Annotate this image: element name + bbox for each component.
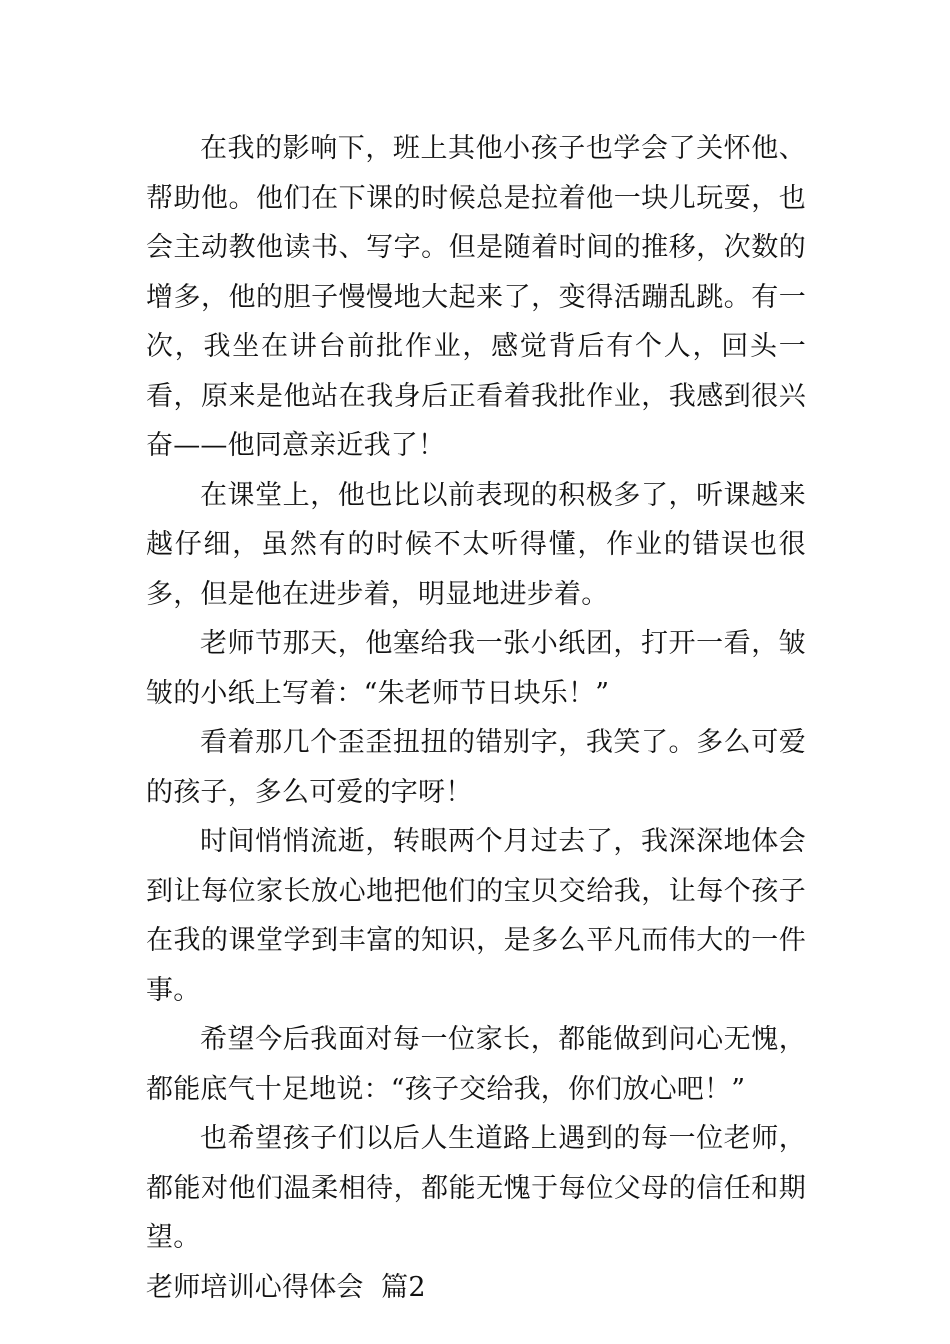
paragraph-3: 老师节那天，他塞给我一张小纸团，打开一看，皱皱的小纸上写着：“朱老师节日块乐！” [146, 628, 806, 709]
paragraph-1: 在我的影响下，班上其他小孩子也学会了关怀他、帮助他。他们在下课的时候总是拉着他一块儿玩耍，也会主动教他读书、写字。但是随着时间的推移，次数的增多，他的胆子慢慢地大起来了，变得活蹦乱跳。有一次，我坐在讲台前批作业，感觉背后有个人，回头一看，原来是他站在我身后正看着我批作业，我感到很兴奋——他同意亲近我了！ [146, 133, 806, 461]
paragraph-5: 时间悄悄流逝，转眼两个月过去了，我深深地体会到让每位家长放心地把他们的宝贝交给我，让每个孩子在我的课堂学到丰富的知识，是多么平凡而伟大的一件事。 [146, 826, 806, 1006]
paragraph-2: 在课堂上，他也比以前表现的积极多了，听课越来越仔细，虽然有的时候不太听得懂，作业的错误也很多，但是他在进步着，明显地进步着。 [146, 479, 806, 610]
paragraph-4: 看着那几个歪歪扭扭的错别字，我笑了。多么可爱的孩子，多么可爱的字呀！ [146, 727, 806, 808]
section-heading: 老师培训心得体会 篇2 [146, 1271, 426, 1303]
paragraph-6: 希望今后我面对每一位家长，都能做到问心无愧，都能底气十足地说：“孩子交给我，你们放心吧！” [146, 1024, 806, 1105]
document-body [146, 124, 806, 1312]
paragraph-7: 也希望孩子们以后人生道路上遇到的每一位老师，都能对他们温柔相待，都能无愧于每位父母的信任和期望。 [146, 1123, 806, 1253]
